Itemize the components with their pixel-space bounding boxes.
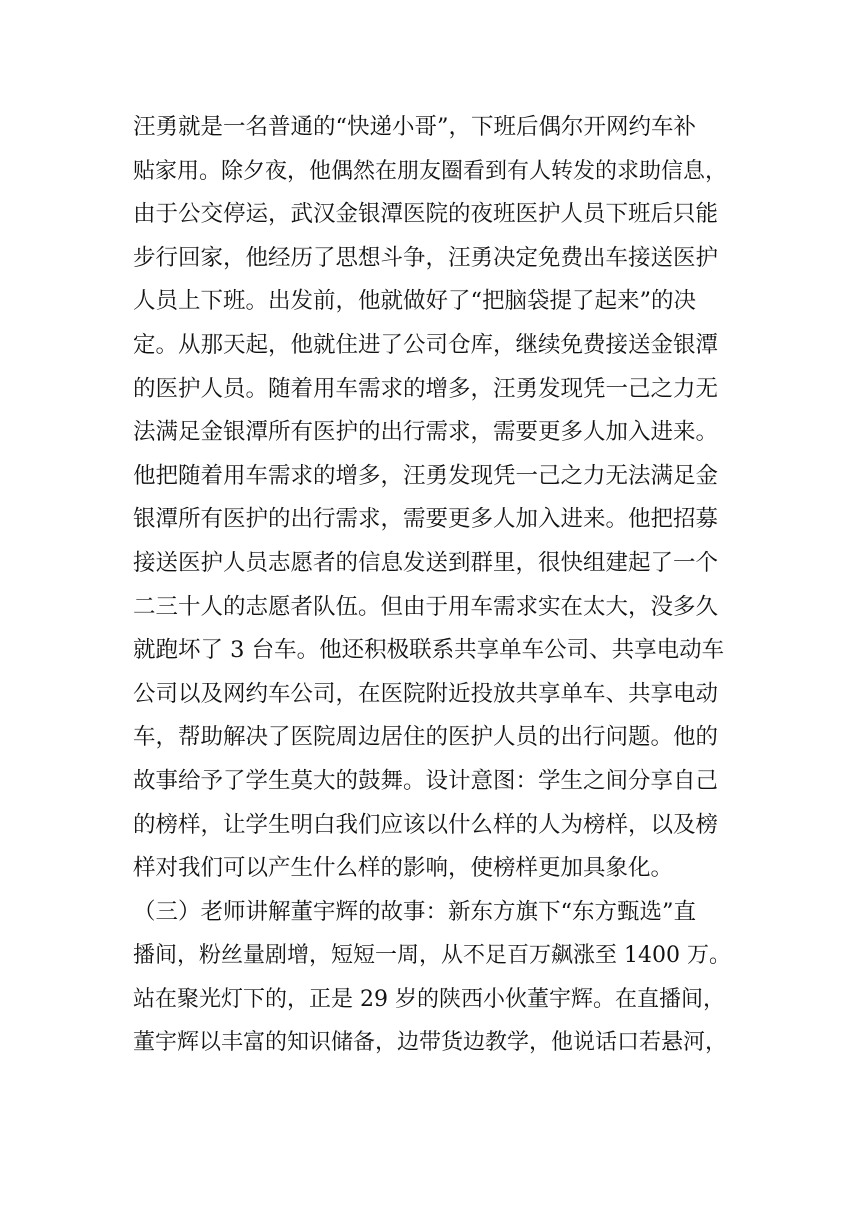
text-line: 银潭所有医护的出行需求，需要更多人加入进来。他把招募 [133,506,719,533]
text-line: 人员上下班。出发前，他就做好了“把脑袋提了起来”的决 [133,288,697,315]
text-line: 站在聚光灯下的，正是 29 岁的陕西小伙董宇辉。在直播间， [133,986,725,1012]
text-line: 的榜样，让学生明白我们应该以什么样的人为榜样，以及榜 [133,811,719,838]
text-line: 故事给予了学生莫大的鼓舞。设计意图：学生之间分享自己 [133,767,719,794]
text-line: 就跑坏了 3 台车。他还积极联系共享单车公司、共享电动车 [133,637,725,664]
text-line: 贴家用。除夕夜，他偶然在朋友圈看到有人转发的求助信息， [133,158,728,184]
text-line: 董宇辉以丰富的知识储备，边带货边教学，他说话口若悬河， [133,1030,728,1056]
text-line: 公司以及网约车公司，在医院附近投放共享单车、共享电动 [133,680,719,707]
text-line: 法满足金银潭所有医护的出行需求，需要更多人加入进来。 [133,419,719,446]
body-text [133,106,733,1065]
text-line: 样对我们可以产生什么样的影响，使榜样更加具象化。 [133,855,674,882]
text-line: （三）老师讲解董宇辉的故事：新东方旗下“东方甄选”直 [133,898,697,925]
text-line: 由于公交停运，武汉金银潭医院的夜班医护人员下班后只能 [133,201,719,228]
text-line: 汪勇就是一名普通的“快递小哥”，下班后偶尔开网约车补 [133,114,697,140]
text-line: 车，帮助解决了医院周边居住的医护人员的出行问题。他的 [133,724,719,751]
text-line: 接送医护人员志愿者的信息发送到群里，很快组建起了一个 [133,549,719,576]
text-line: 定。从那天起，他就住进了公司仓库，继续免费接送金银潭 [133,331,719,358]
text-line: 播间，粉丝量剧增，短短一周，从不足百万飙涨至 1400 万。 [133,943,731,969]
text-line: 他把随着用车需求的增多，汪勇发现凭一己之力无法满足金 [133,462,719,489]
text-line: 的医护人员。随着用车需求的增多，汪勇发现凭一己之力无 [133,375,719,402]
text-line: 步行回家，他经历了思想斗争，汪勇决定免费出车接送医护 [133,244,719,271]
text-line: 二三十人的志愿者队伍。但由于用车需求实在太大，没多久 [133,593,719,620]
